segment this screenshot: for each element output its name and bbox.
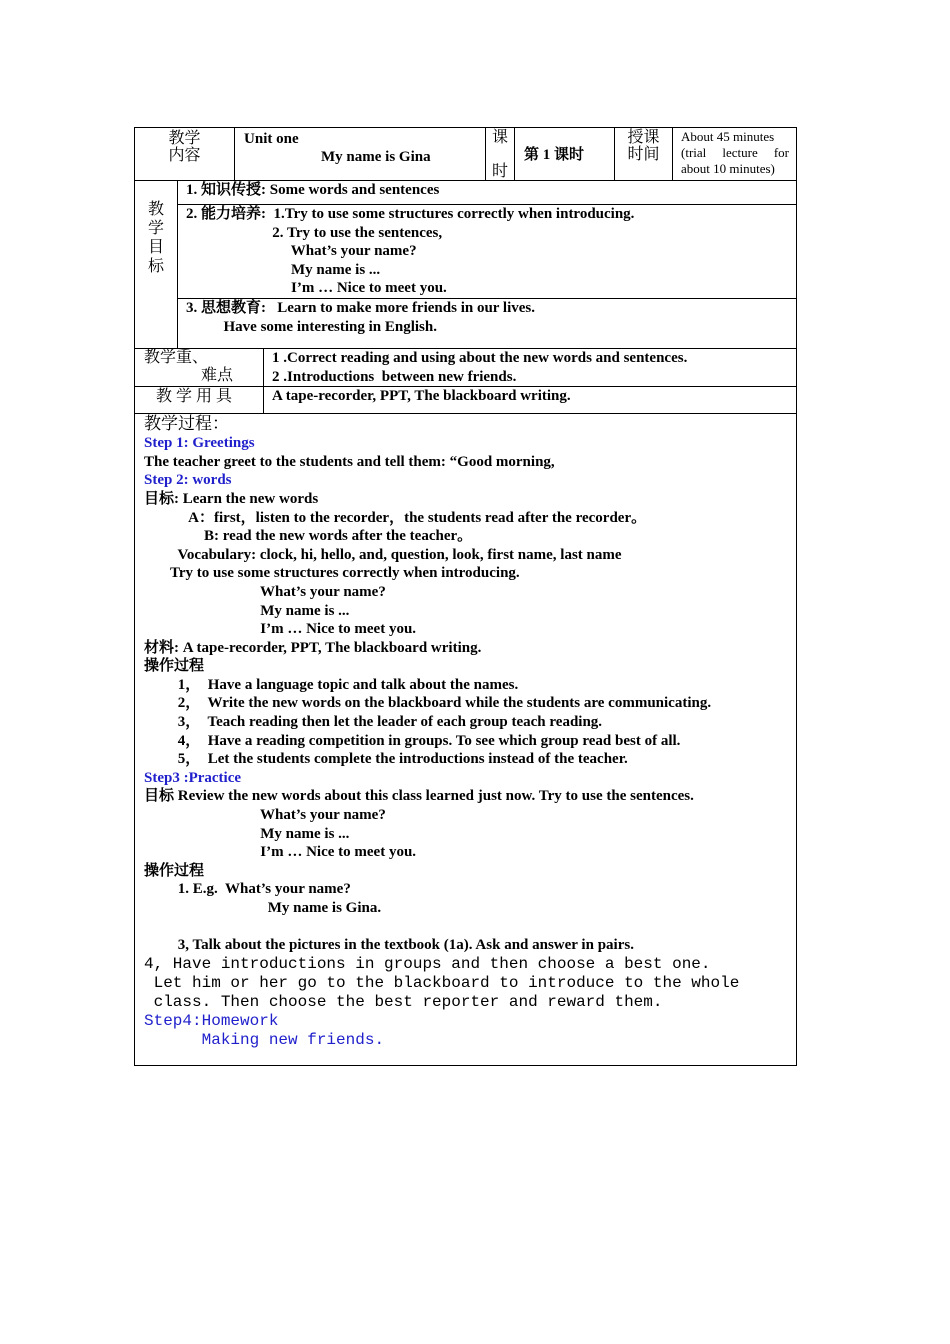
objective-knowledge: 1. 知识传授: Some words and sentences: [186, 182, 440, 198]
process-body: [135, 414, 796, 1050]
objective-ability-line: 2. Try to use the sentences,: [186, 224, 443, 241]
process-line: Vocabulary: clock, hi, hello, and, question, look, first name, last name: [144, 546, 622, 563]
process-line: I’m … Nice to meet you.: [144, 844, 417, 861]
lesson-title: My name is Gina: [321, 149, 431, 165]
objective-ability-cell: [178, 205, 797, 299]
process-line: class. Then choose the best reporter and reward them.: [144, 992, 663, 1011]
tools-label: 教 学 用 具: [156, 388, 233, 406]
process-line: 3, Talk about the pictures in the textbook (1a). Ask and answer in pairs.: [144, 937, 634, 954]
process-line: B: read the new words after the teacher。: [144, 528, 473, 545]
objective-moral-line: 3. 思想教育: Learn to make more friends in our lives.: [186, 299, 536, 316]
time-label-cell: [615, 128, 673, 181]
process-line: What’s your name?: [144, 583, 386, 600]
objectives-label-char: 教: [147, 201, 164, 218]
process-line: 4, Have introductions in groups and then choose a best one.: [144, 954, 711, 973]
process-cell: [135, 414, 797, 1066]
key-points-label-cell: [135, 348, 264, 386]
time-label-line: 时间: [627, 146, 660, 163]
time-value-text: (trial lecture for: [681, 145, 790, 160]
process-line: My name is ...: [144, 825, 350, 842]
unit-title-cell: [235, 128, 486, 181]
tools-value: A tape-recorder, PPT, The blackboard writing.: [272, 388, 571, 405]
time-value-line: About 45 minutes: [681, 129, 775, 144]
time-value-line: about 10 minutes): [681, 161, 775, 176]
process-line: My name is Gina.: [144, 900, 382, 916]
objectives-label-char: 目: [147, 239, 164, 256]
period-label-cell: [486, 128, 515, 181]
process-line: The teacher greet to the students and tell them: “Good morning,: [144, 453, 555, 470]
time-label-line: 授课: [627, 129, 660, 146]
period-label-top: 课: [492, 129, 509, 146]
key-point: 1 .Correct reading and using about the new words and sentences.: [272, 349, 688, 366]
process-line: Step3 :Practice: [144, 769, 242, 786]
objectives-label-cell: [135, 181, 178, 349]
objective-moral-cell: [178, 298, 797, 348]
process-line: 目标 Review the new words about this class learned just now. Try to use the sentences.: [144, 788, 694, 805]
process-line: What’s your name?: [144, 807, 386, 824]
process-line: [144, 918, 796, 937]
period-value: 第 1 课时: [524, 147, 585, 163]
objective-moral-line: Have some interesting in English.: [186, 318, 437, 335]
process-line: 2， Write the new words on the blackboard while the students are communicating.: [144, 695, 712, 712]
objective-ability-line: What’s your name?: [186, 243, 417, 260]
content-label-cell: [135, 128, 235, 181]
key-point: 2 .Introductions between new friends.: [272, 368, 517, 385]
process-line: Step 1: Greetings: [144, 435, 255, 452]
process-line: 4， Have a reading competition in groups. To see which group read best of all.: [144, 732, 681, 749]
process-line: Let him or her go to the blackboard to introduce to the whole: [144, 973, 740, 992]
period-value-cell: [515, 128, 615, 181]
key-points-cell: [264, 348, 797, 386]
process-line: 5， Let the students complete the introductions instead of the teacher.: [144, 751, 628, 768]
process-line: 材料: A tape-recorder, PPT, The blackboard writing.: [144, 639, 482, 656]
tools-label-cell: [135, 387, 264, 414]
process-line: Making new friends.: [144, 1030, 385, 1049]
process-line: Try to use some structures correctly when introducing.: [144, 565, 520, 582]
process-line: A：first，listen to the recorder，the students read after the recorder。: [144, 509, 647, 526]
process-line: 操作过程: [144, 862, 205, 879]
process-line: My name is ...: [144, 602, 350, 619]
objective-ability-line: My name is ...: [186, 261, 381, 278]
time-value-cell: [673, 128, 797, 181]
process-heading: 教学过程：: [144, 414, 229, 434]
process-line: 操作过程: [144, 658, 205, 675]
process-line: 1. E.g. What’s your name?: [144, 881, 351, 898]
objectives-label-char: 学: [147, 220, 164, 237]
objective-ability-line: 2. 能力培养: 1.Try to use some structures correctly when introducing.: [186, 206, 635, 222]
objective-knowledge-cell: [178, 181, 797, 205]
lesson-plan: [134, 127, 796, 1066]
content-label-line: 教学: [168, 130, 201, 147]
period-label-bottom: 时: [492, 163, 509, 180]
objective-ability-line: I’m … Nice to meet you.: [186, 280, 447, 297]
unit-label: Unit one: [244, 131, 299, 147]
key-points-label-line: 教学重、: [144, 348, 209, 366]
key-points-label-line: 难点: [201, 366, 234, 384]
process-line: Step 2: words: [144, 472, 232, 489]
lesson-plan-table: [134, 127, 797, 1066]
tools-cell: [264, 387, 797, 414]
content-label-line: 内容: [168, 147, 201, 164]
process-line: 1， Have a language topic and talk about the names.: [144, 676, 519, 693]
time-value-line: [681, 145, 789, 161]
process-line: 目标: Learn the new words: [144, 490, 319, 507]
process-line: I’m … Nice to meet you.: [144, 621, 417, 638]
objectives-label-char: 标: [147, 258, 164, 275]
process-line: 3， Teach reading then let the leader of each group teach reading.: [144, 714, 603, 731]
process-line: Step4:Homework: [144, 1011, 279, 1030]
